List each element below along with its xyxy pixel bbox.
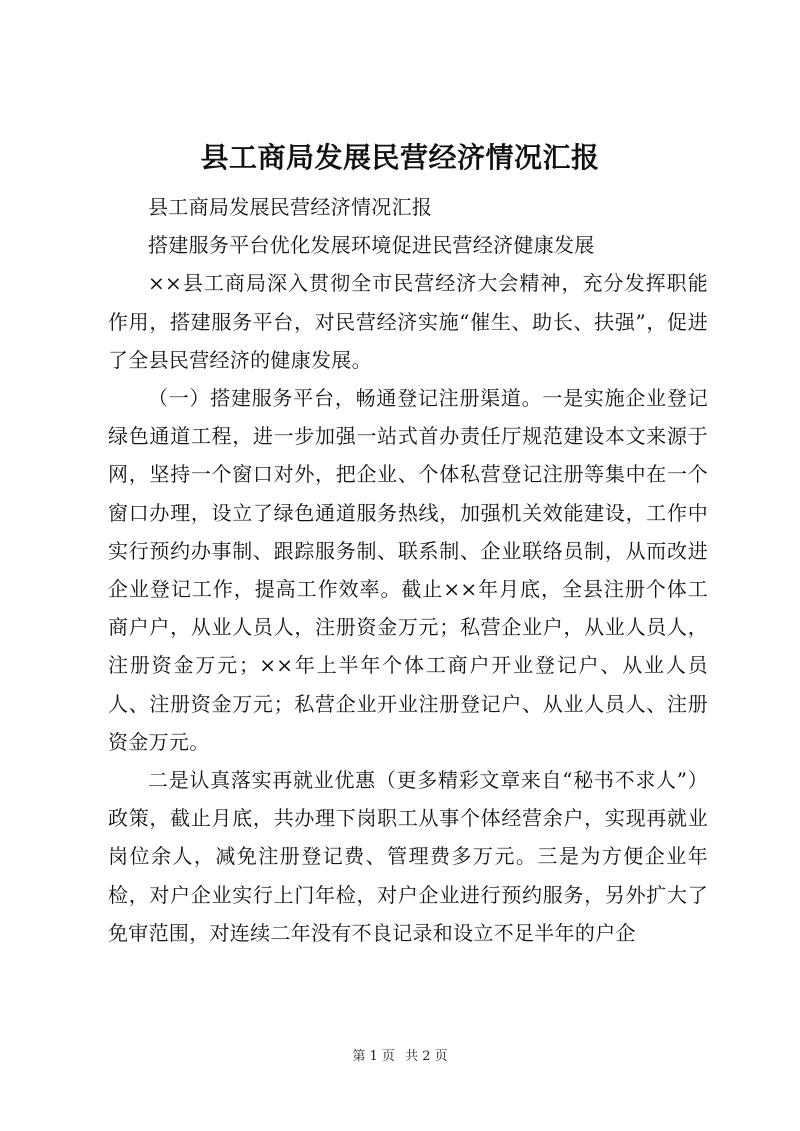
paragraph-reemployment: 二是认真落实再就业优惠（更多精彩文章来自“秘书不求人”）政策，截止月底，共办理下岗职工从事个体经营余户，实现再就业岗位余人，减免注册登记费、管理费多万元。三是为方便企业年检，对户企业实行上门年检，对户企业进行预约服务，另外扩大了免审范围，对连续二年没有不良记录和设立不足半年的户企 — [108, 768, 708, 945]
paragraph-section-one: （一）搭建服务平台，畅通登记注册渠道。一是实施企业登记绿色通道工程，进一步加强一站式首办责任厅规范建设本文来源于网，坚持一个窗口对外，把企业、个体私营登记注册等集中在一个窗口办理，设立了绿色通道服务热线，加强机关效能建设，工作中实行预约办事制、跟踪服务制、联系制、企业联络员制，从而改进企业登记工作，提高工作效率。截止××年月底，全县注册个体工商户户，从业人员人，注册资金万元；私营企业户，从业人员人，注册资金万元；××年上半年个体工商户开业登记户、从业人员人、注册资金万元；私营企业开业注册登记户、从业人员人、注册资金万元。 — [108, 386, 708, 754]
page-number: 第 1 页 — [352, 1049, 395, 1064]
document-title: 县工商局发展民营经济情况汇报 — [200, 141, 600, 174]
paragraph-intro: ××县工商局深入贯彻全市民营经济大会精神，充分发挥职能作用，搭建服务平台，对民营经济实施“催生、助长、扶强”，促进了全县民营经济的健康发展。 — [108, 271, 708, 372]
page-footer — [0, 1048, 800, 1066]
page-total: 共 2 页 — [405, 1049, 448, 1064]
document-body — [108, 188, 708, 952]
paragraph-subtitle: 县工商局发展民营经济情况汇报 — [148, 195, 433, 219]
paragraph-theme: 搭建服务平台优化发展环境促进民营经济健康发展 — [148, 233, 595, 258]
